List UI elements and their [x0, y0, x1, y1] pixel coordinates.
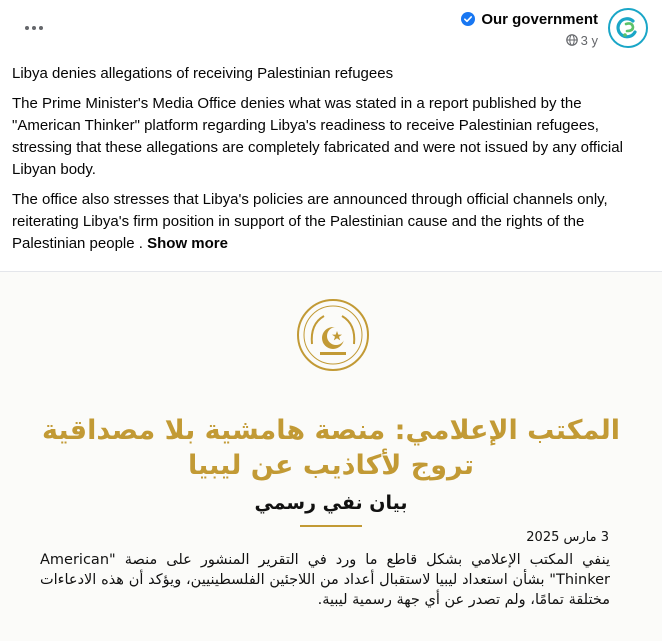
image-headline-line-1: المكتب الإعلامي: منصة هامشية بلا مصداقية: [42, 415, 620, 446]
image-statement-title: بيان نفي رسمي: [254, 492, 408, 514]
post-paragraph-1: The Prime Minister's Media Office denies what was stated in a report published by the "American Thinker" platform regarding Libya's readiness to receive Palestinian refugees, stressing that these allegations are completely fabricated and were not issued by any official Libyan body.: [12, 95, 623, 178]
post-meta: [566, 31, 598, 49]
post-paragraph-2-text: The office also stresses that Libya's policies are announced through official channels only, reiterating Libya's firm position in support of the Palestinian cause and the rights of the Palestinian people .: [12, 191, 608, 252]
globe-icon[interactable]: [566, 34, 578, 46]
post-attached-image[interactable]: [0, 271, 662, 641]
more-options-button[interactable]: [22, 16, 46, 40]
image-body-text: ينفي المكتب الإعلامي بشكل قاطع ما ورد في التقرير المنشور على منصة "American Thinker" بشأن استعداد ليبيا لاستقبال أعداد من اللاجئين الفلسطينيين، ويؤكد أن هذه الادعاءات مختلقة تمامًا، ولم تصدر عن أي جهة رسمية ليبية.: [40, 552, 610, 608]
author-row: [461, 8, 598, 30]
verified-badge-icon: [461, 12, 475, 26]
post-header: [0, 0, 662, 62]
page-avatar[interactable]: [608, 8, 648, 48]
post-title-text: Libya denies allegations of receiving Palestinian refugees: [12, 65, 394, 82]
image-date: 3 مارس 2025: [526, 530, 609, 545]
more-dot-icon: [25, 26, 29, 30]
post-paragraph-2: [12, 189, 652, 255]
author-name-link[interactable]: Our government: [481, 10, 598, 28]
post-timestamp-link[interactable]: 3 y: [580, 32, 598, 48]
image-headline-line-2: تروج لأكاذيب عن ليبيا: [188, 450, 474, 481]
post-message: [12, 63, 652, 263]
more-dot-icon: [39, 26, 43, 30]
gold-divider: [300, 525, 362, 527]
government-logo-icon: [613, 13, 643, 43]
more-dot-icon: [32, 26, 36, 30]
libya-emblem-icon: [296, 298, 370, 372]
show-more-link[interactable]: Show more: [147, 235, 228, 252]
